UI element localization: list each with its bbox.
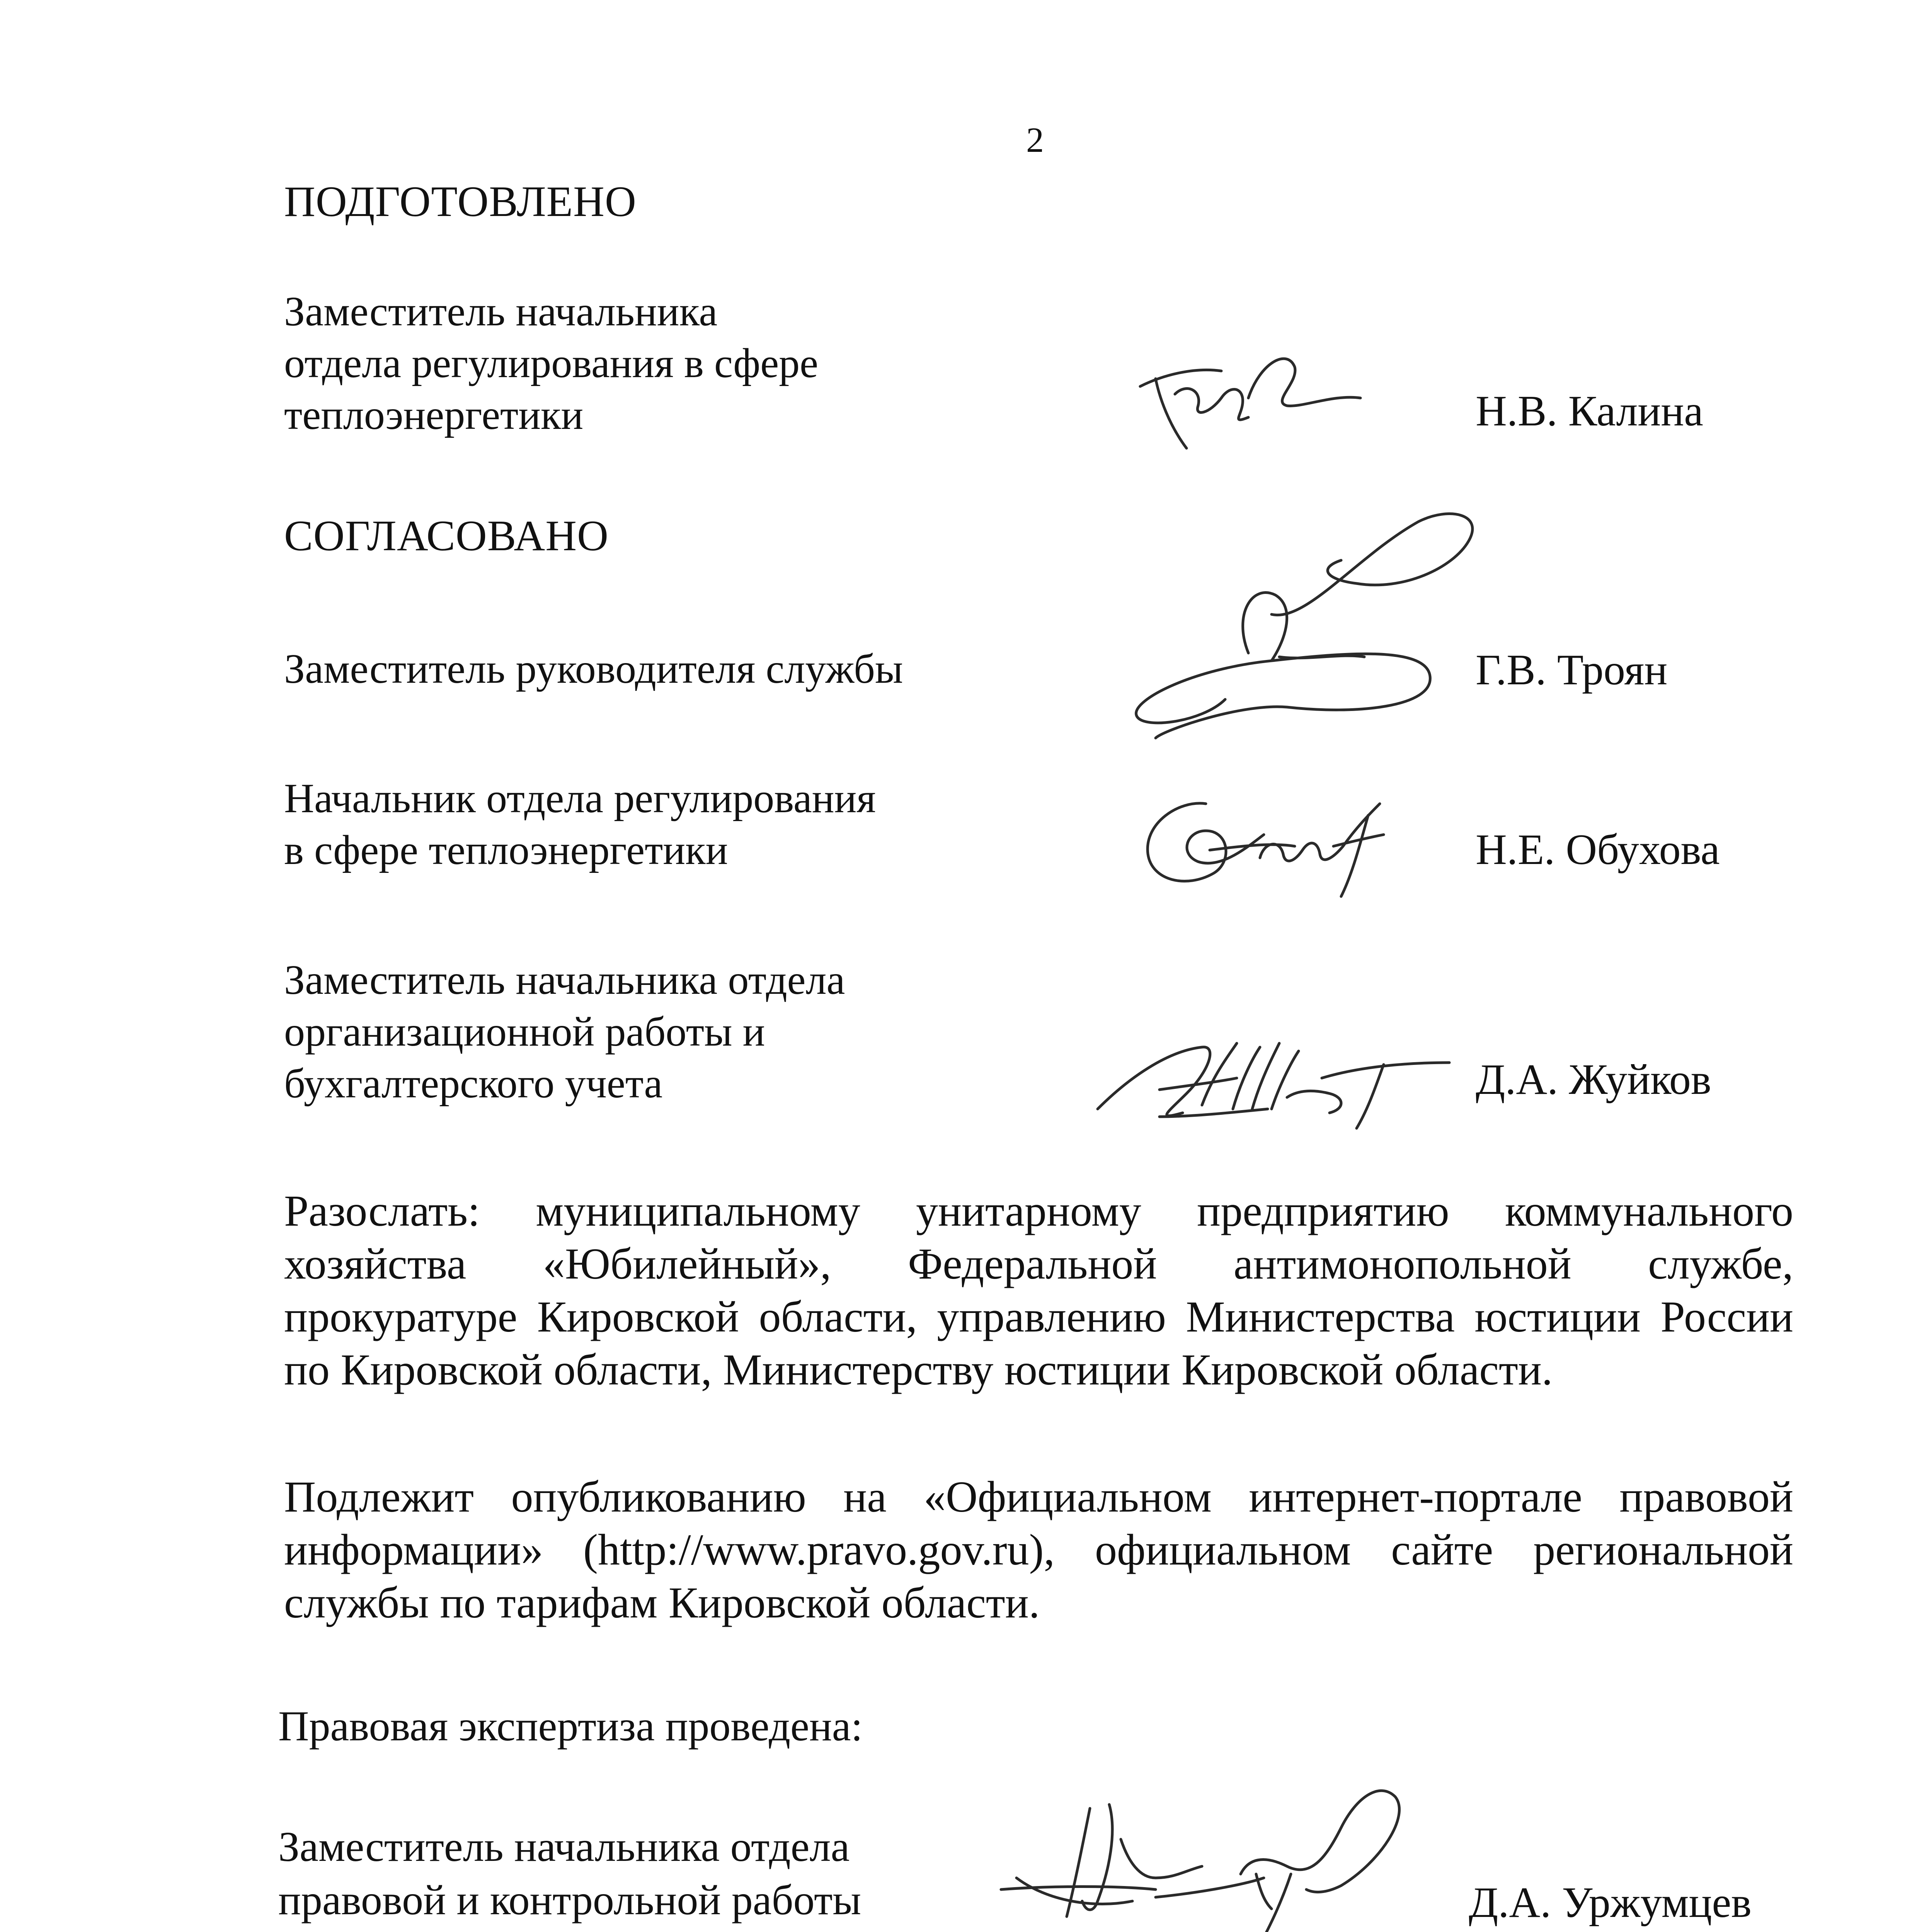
prepared-position-line: отдела регулирования в сфере [284,340,819,386]
agreed-signer-1-position [284,643,903,695]
signature-troyan [1125,498,1496,746]
signature-urzhumtsev [993,1762,1438,1932]
publication-line: Подлежит опубликованию на «Официальном интернет-портале правовой [284,1472,1793,1521]
prepared-position-line: теплоэнергетики [284,392,584,438]
publication-line: информации» (http://www.pravo.gov.ru), официальном сайте региональной [284,1525,1793,1574]
distribution-paragraph [284,1184,1793,1396]
agreed-signer-2-position [284,773,876,876]
signature-obukhova [1132,788,1395,904]
legal-review-position [278,1820,861,1927]
legal-review-name: Д.А. Уржумцев [1469,1879,1752,1927]
distribution-line: прокуратуре Кировской области, управлению Министерства юстиции России [284,1292,1793,1341]
agreed-signer-3-position [284,954,845,1110]
distribution-line: хозяйства «Юбилейный», Федеральной антимонопольной службе, [284,1239,1793,1288]
page-number: 2 [1026,120,1044,160]
legal-review-position-line: правовой и контрольной работы [278,1876,861,1923]
prepared-position-line: Заместитель начальника [284,289,718,335]
agreed-heading: СОГЛАСОВАНО [284,512,609,560]
agreed-signer-position-line: Начальник отдела регулирования [284,776,876,821]
agreed-signer-1-name: Г.В. Троян [1476,646,1668,694]
agreed-signer-2-name: Н.Е. Обухова [1476,826,1720,874]
prepared-name: Н.В. Калина [1476,387,1703,435]
legal-review-intro: Правовая экспертиза проведена: [278,1702,863,1750]
publication-line: службы по тарифам Кировской области. [284,1578,1040,1627]
publication-paragraph [284,1470,1793,1629]
agreed-signer-position-line: бухгалтерского учета [284,1061,663,1107]
signature-zhuykov [1090,1020,1457,1136]
distribution-line: Разослать: муниципальному унитарному предприятию коммунального [284,1186,1793,1235]
agreed-signer-position-line: Заместитель руководителя службы [284,646,903,692]
distribution-line: по Кировской области, Министерству юстиции Кировской области. [284,1345,1553,1394]
prepared-heading: ПОДГОТОВЛЕНО [284,178,637,226]
agreed-signer-position-line: в сфере теплоэнергетики [284,827,728,873]
signature-kalina [1132,340,1364,464]
legal-review-position-line: Заместитель начальника отдела [278,1823,850,1870]
agreed-signer-3-name: Д.А. Жуйков [1476,1056,1711,1104]
agreed-signer-position-line: организационной работы и [284,1009,765,1055]
agreed-signer-position-line: Заместитель начальника отдела [284,957,845,1003]
prepared-position [284,286,818,441]
